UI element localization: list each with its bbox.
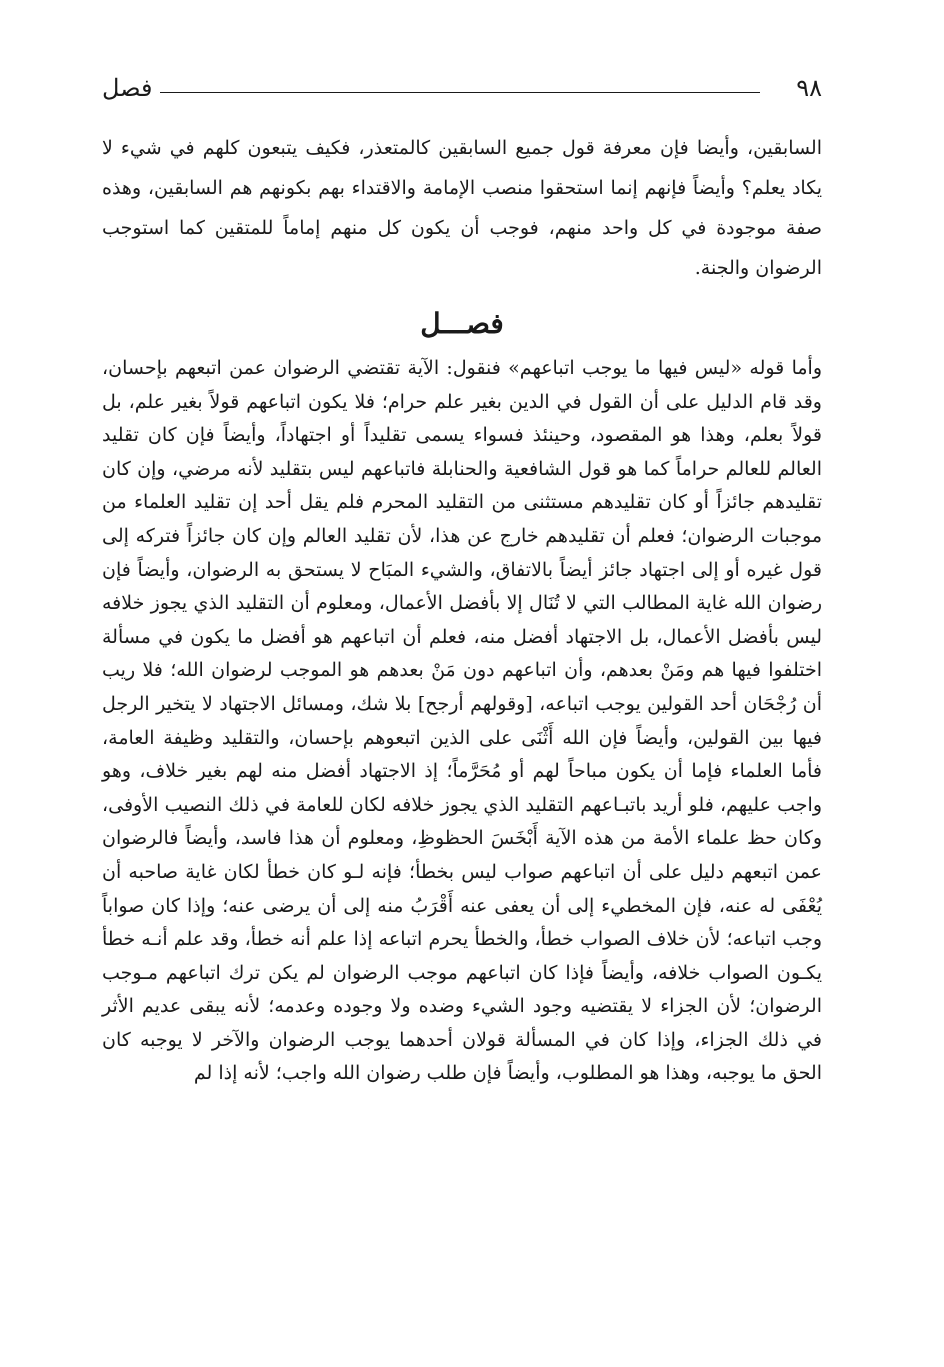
text-block bbox=[102, 128, 822, 288]
header-rule bbox=[160, 92, 760, 93]
page-number: ٩٨ bbox=[796, 74, 822, 102]
page-header bbox=[102, 72, 822, 104]
opening-paragraph: السابقين، وأيضا فإن معرفة قول جميع السابقين كالمتعذر، فكيف يتبعون كلهم في شيء لا يكاد يعلم؟ وأيضاً فإنهم إنما استحقوا منصب الإمامة والاقتداء بهم بكونهم هم السابقين، وهذه صفة موجودة في كل واحد منهم، فوجب أن يكون كل منهم إماماً للمتقين كما استوجب الرضوان والجنة. bbox=[102, 137, 822, 279]
section-paragraph: وأما قوله «ليس فيها ما يوجب اتباعهم» فنقول: الآية تقتضي الرضوان عمن اتبعهم بإحسان، وقد قام الدليل على أن القول في الدين بغير علم حرام؛ فلا يكون اتباعهم قولاً بغير علم، بل قولاً بعلم، وهذا هو المقصود، وحينئذ فسواء يسمى تقليداً أو اجتهاداً، وأيضاً فإن كان تقليد العالم للعالم حراماً كما هو قول الشافعية والحنابلة فاتباعهم ليس بتقليد لأنه مرضي، وإن كان تقليدهم جائزاً أو كان تقليدهم مستثنى من التقليد المحرم فلم يقل أحد إن تقليد العلماء من موجبات الرضوان؛ فعلم أن تقليدهم خارج عن هذا، لأن تقليد العالم وإن كان جائزاً فتركه إلى قول غيره أو إلى اجتهاد جائز أيضاً بالاتفاق، والشيء المبَاح لا يستحق به الرضوان، وأيضاً فإن رضوان الله غاية المطالب التي لا تُنَال إلا بأفضل الأعمال، ومعلوم أن التقليد الذي يجوز خلافه ليس بأفضل الأعمال، بل الاجتهاد أفضل منه، فعلم أن اتباعهم هو أفضل ما يكون في مسألة اختلفوا فيها هم ومَنْ بعدهم، وأن اتباعهم دون مَنْ بعدهم هو الموجب لرضوان الله؛ فلا ريب أن رُجْحَان أحد القولين يوجب اتباعه، [وقولهم أرجح] بلا شك، ومسائل الاجتهاد لا يتخير الرجل فيها بين القولين، وأيضاً فإن الله أَثْنَى على الذين اتبعوهم بإحسان، والتقليد وظيفة العامة، فأما العلماء فإما أن يكون مباحاً لهم أو مُحَرَّماً؛ إذ الاجتهاد أفضل منه لهم بغير خلاف، وهو واجب عليهم، فلو أريد باتبـاعهم التقليد الذي يجوز خلافه لكان للعامة في ذلك النصيب الأوفى، وكان حظ علماء الأمة من هذه الآية أَبْخَسَ الحظوظِ، ومعلوم أن هذا فاسد، وأيضاً فالرضوان عمن اتبعهم دليل على أن اتباعهم صواب ليس بخطأ؛ فإنه لـو كان خطأ لكان غاية صاحبه أن يُعْفَى له عنه، فإن المخطيء إلى أن يعفى عنه أَقْرَبُ منه إلى أن يرضى عنه؛ وإذا كان صواباً وجب اتباعه؛ لأن خلاف الصواب خطأ، والخطأ يحرم اتباعه إذا علم أنه خطأ، وقد علم أنـه خطأ يكـون الصواب خلافه، وأيضاً فإذا كان اتباعهم موجب الرضوان لم يكن ترك اتباعهم مـوجب الرضوان؛ لأن الجزاء لا يقتضيه وجود الشيء وضده ولا وجوده وعدمه؛ لأنه يبقى عديم الأثر في ذلك الجزاء، وإذا كان في المسألة قولان أحدهما يوجب الرضوان والآخر لا يوجبه كان الحق ما يوجبه، وهذا هو المطلوب، وأيضاً فإن طلب رضوان الله واجب؛ لأنه إذا لم bbox=[102, 357, 822, 1085]
running-title: فصل bbox=[102, 74, 153, 102]
section-heading: فصـــل bbox=[420, 307, 504, 340]
